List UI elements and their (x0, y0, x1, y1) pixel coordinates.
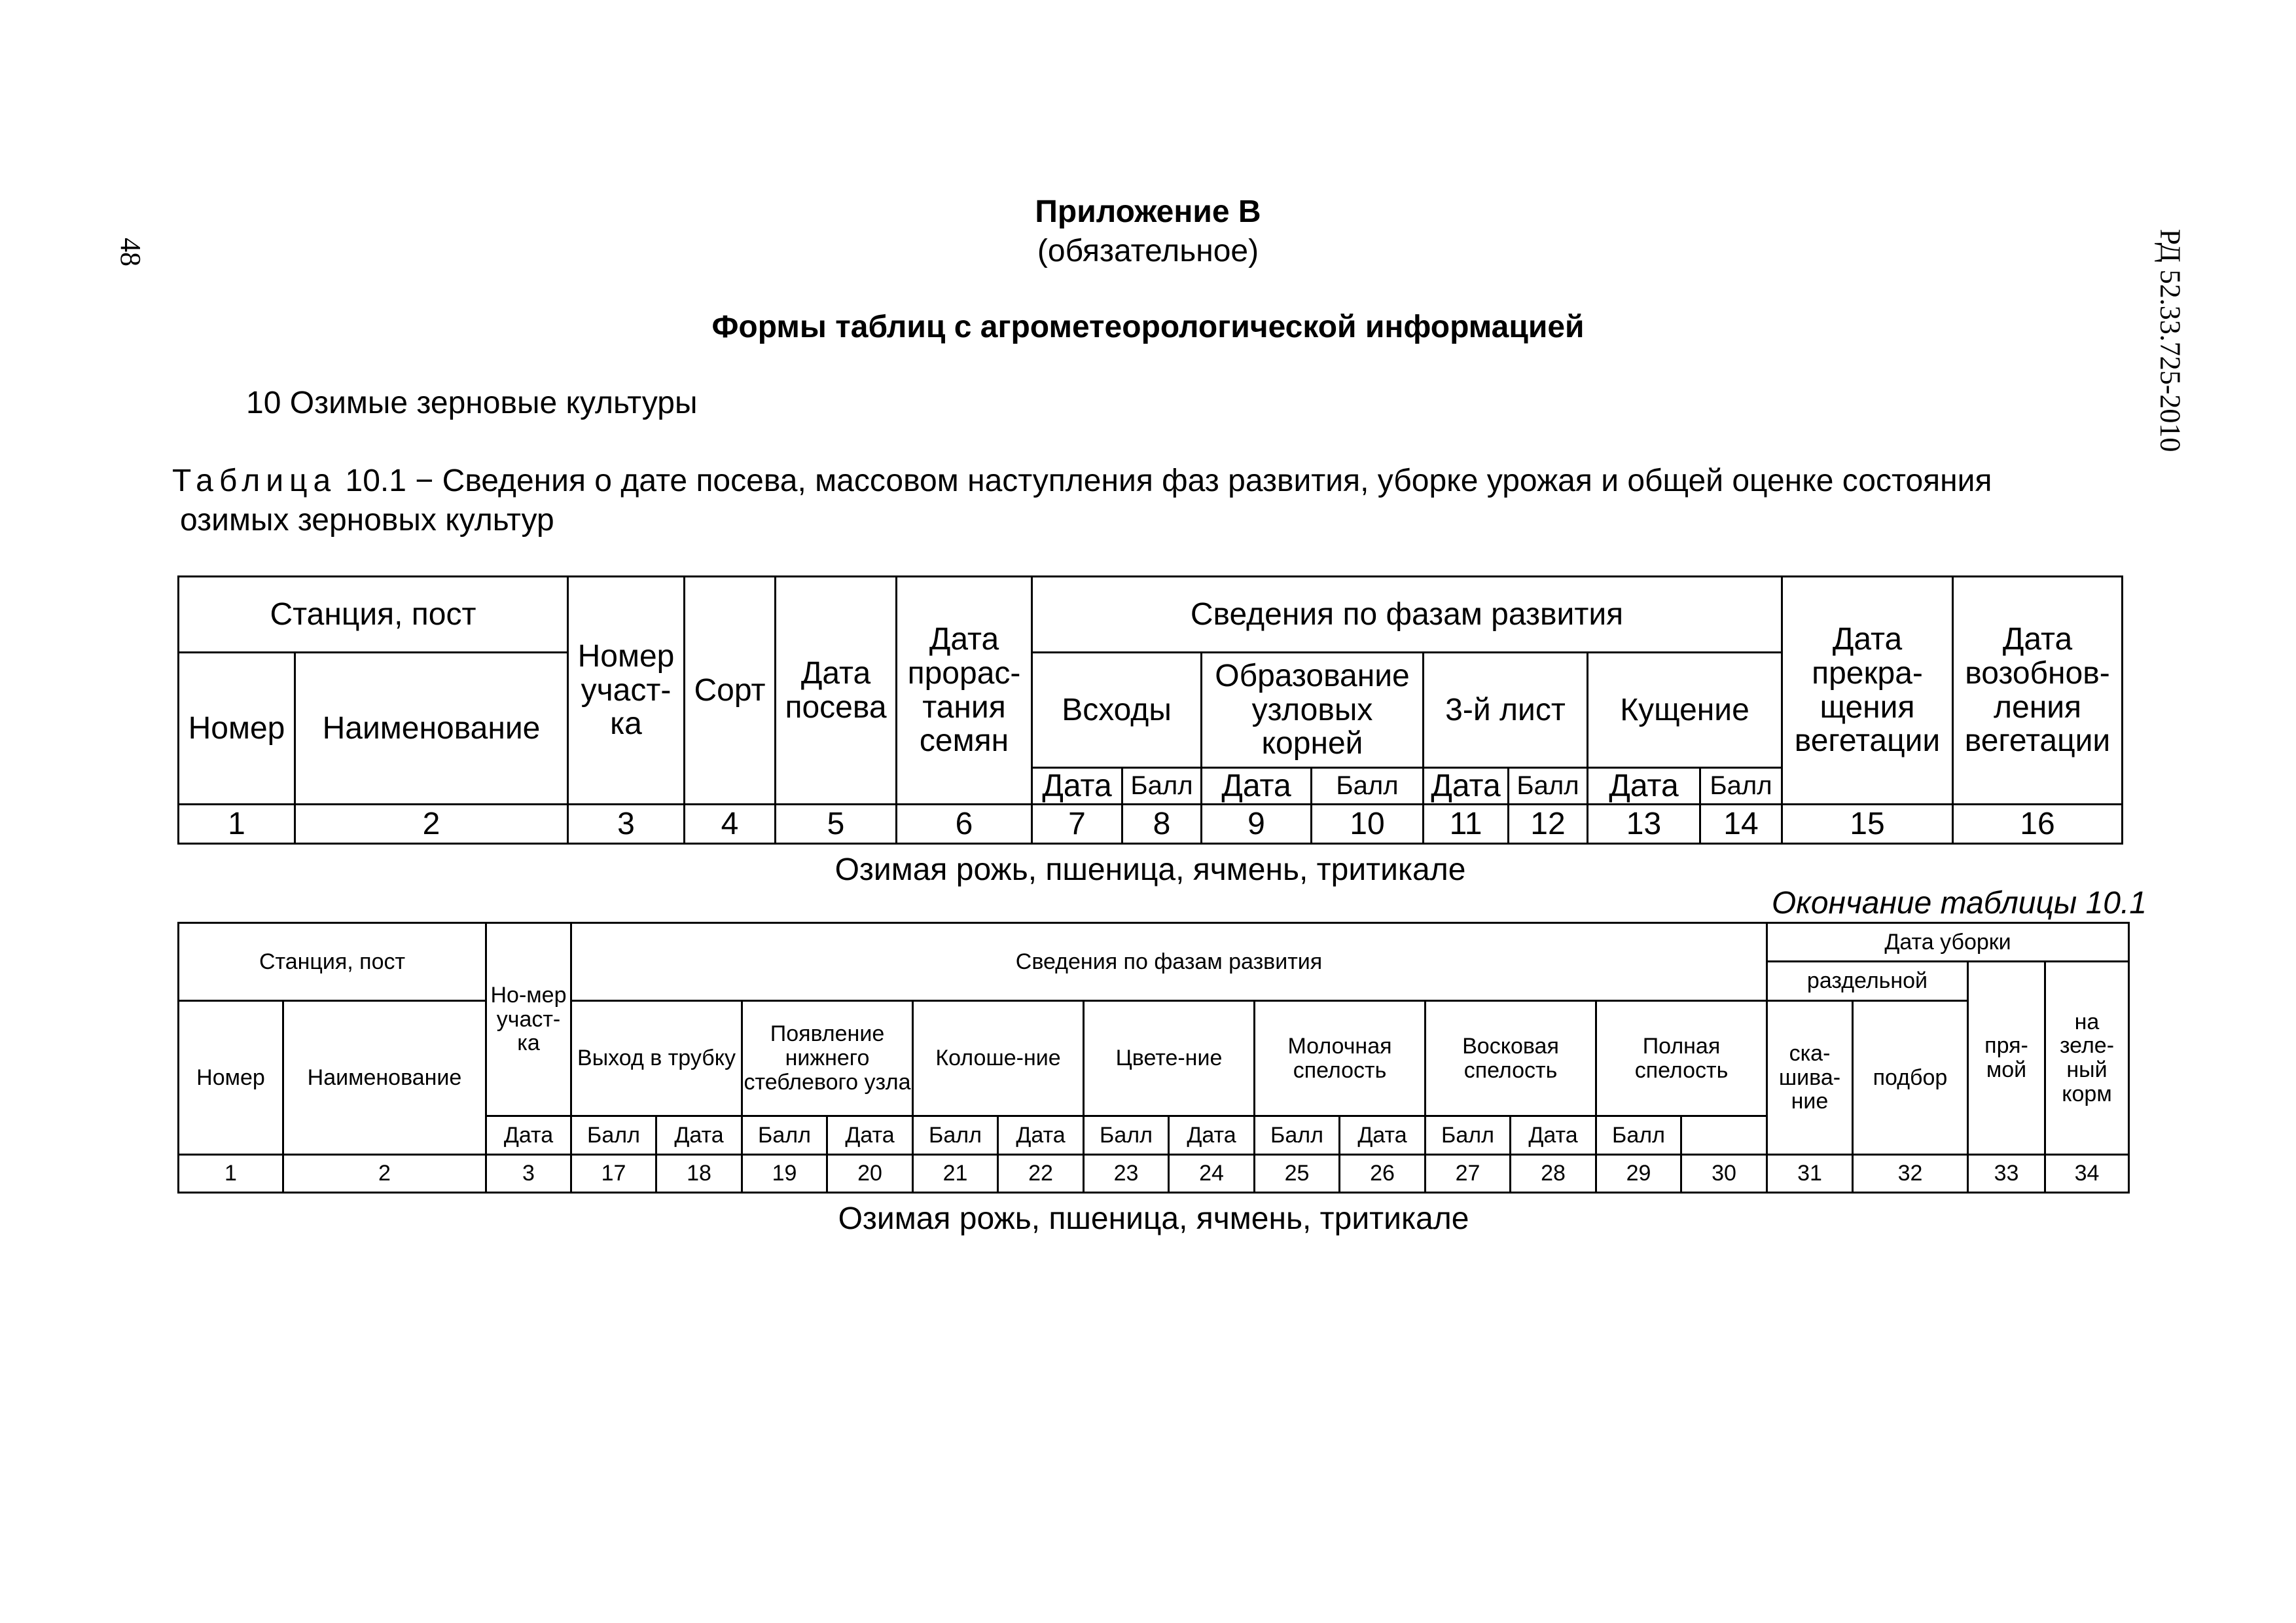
caption-line2: озимых зерновых культур (180, 503, 554, 538)
column-number: 20 (827, 1155, 913, 1193)
header-mowing: ска-шива-ние (1767, 1001, 1853, 1155)
header-wax-ripeness: Восковая спелость (1426, 1001, 1596, 1116)
column-number: 7 (1032, 805, 1122, 844)
caption-label: Таблица (172, 464, 337, 498)
column-number: 21 (913, 1155, 998, 1193)
header-node-roots: Образование узловых корней (1202, 653, 1424, 768)
header-stem-extension: Выход в трубку (571, 1001, 742, 1116)
header-name: Наименование (295, 653, 568, 805)
page-number: 48 (115, 238, 147, 266)
column-number: 12 (1509, 805, 1588, 844)
column-number: 13 (1588, 805, 1700, 844)
column-number: 34 (2045, 1155, 2129, 1193)
header-shoots: Всходы (1032, 653, 1202, 768)
subheader-date: Дата (486, 1116, 571, 1155)
subheader-score: Балл (1426, 1116, 1511, 1155)
subheader-date: Дата (1202, 768, 1312, 805)
column-number: 1 (179, 1155, 283, 1193)
header-plot-number: Номер участ-ка (568, 577, 685, 805)
column-number: 2 (295, 805, 568, 844)
column-number: 23 (1084, 1155, 1169, 1193)
column-numbers-row (179, 805, 2123, 844)
column-number: 29 (1596, 1155, 1681, 1193)
column-number: 2 (283, 1155, 486, 1193)
subheader-score: Балл (1255, 1116, 1340, 1155)
column-number: 10 (1312, 805, 1424, 844)
header-name: Наименование (283, 1001, 486, 1155)
table-10-1 (177, 575, 2123, 887)
column-number: 33 (1968, 1155, 2045, 1193)
subheader-score: Балл (1596, 1116, 1681, 1155)
subheader-score: Балл (1509, 768, 1588, 805)
subheader-score: Балл (571, 1116, 656, 1155)
header-germination-date: Дата прорас-тания семян (897, 577, 1032, 805)
header-station: Станция, пост (179, 577, 568, 653)
header-station: Станция, пост (179, 923, 486, 1001)
header-vegetation-end: Дата прекра-щения вегетации (1782, 577, 1953, 805)
column-number: 14 (1700, 805, 1782, 844)
header-separate: раздельной (1767, 962, 1968, 1001)
column-number: 25 (1255, 1155, 1340, 1193)
subsection-title: 10 Озимые зерновые культуры (246, 386, 698, 420)
header-lower-node: Появление нижнего стеблевого узла (742, 1001, 913, 1116)
subheader-date: Дата (1032, 768, 1122, 805)
table-continuation: Окончание таблицы 10.1 (1771, 886, 2147, 921)
header-plot-number: Но-мер участ-ка (486, 923, 571, 1116)
subheader-score: Балл (1122, 768, 1202, 805)
column-number: 11 (1424, 805, 1509, 844)
subheader-date: Дата (827, 1116, 913, 1155)
appendix-title: Приложение В (1035, 194, 1261, 229)
subheader-date: Дата (1588, 768, 1700, 805)
subheader-score: Балл (742, 1116, 827, 1155)
header-heading: Колоше-ние (913, 1001, 1084, 1116)
column-number: 6 (897, 805, 1032, 844)
header-full-ripeness: Полная спелость (1596, 1001, 1767, 1116)
appendix-note: (обязательное) (1037, 234, 1259, 268)
crop-row-label: Озимая рожь, пшеница, ячмень, тритикале (834, 852, 1466, 887)
subheader-score: Балл (1312, 768, 1424, 805)
subheader-score: Балл (1700, 768, 1782, 805)
crop-row-label: Озимая рожь, пшеница, ячмень, тритикале (838, 1201, 1469, 1236)
column-numbers-row (179, 1155, 2129, 1193)
column-number: 3 (568, 805, 685, 844)
column-number: 32 (1853, 1155, 1968, 1193)
column-number: 16 (1953, 805, 2123, 844)
header-third-leaf: 3-й лист (1424, 653, 1588, 768)
column-number: 28 (1511, 1155, 1596, 1193)
header-harvest-date: Дата уборки (1767, 923, 2129, 962)
column-number: 5 (776, 805, 897, 844)
column-number: 1 (179, 805, 295, 844)
table-10-1-continuation (177, 922, 2130, 1236)
header-sowing-date: Дата посева (776, 577, 897, 805)
header-phases: Сведения по фазам развития (571, 923, 1767, 1001)
column-number: 8 (1122, 805, 1202, 844)
column-number: 9 (1202, 805, 1312, 844)
column-number: 24 (1169, 1155, 1255, 1193)
table-caption (172, 462, 2175, 540)
header-flowering: Цвете-ние (1084, 1001, 1255, 1116)
subheader-date: Дата (1340, 1116, 1426, 1155)
column-number: 30 (1681, 1155, 1767, 1193)
header-phases: Сведения по фазам развития (1032, 577, 1782, 653)
section-heading: Формы таблиц с агрометеорологической информацией (711, 310, 1585, 344)
subheader-date: Дата (998, 1116, 1084, 1155)
column-number: 31 (1767, 1155, 1853, 1193)
header-milk-ripeness: Молочная спелость (1255, 1001, 1426, 1116)
subheader-date: Дата (1169, 1116, 1255, 1155)
column-number: 19 (742, 1155, 827, 1193)
subheader-date: Дата (1511, 1116, 1596, 1155)
column-number: 17 (571, 1155, 656, 1193)
header-pickup: подбор (1853, 1001, 1968, 1155)
subheader-date: Дата (656, 1116, 742, 1155)
header-vegetation-resume: Дата возобнов-ления вегетации (1953, 577, 2123, 805)
subheader-date: Дата (1424, 768, 1509, 805)
column-number: 15 (1782, 805, 1953, 844)
column-number: 4 (685, 805, 776, 844)
header-direct: пря-мой (1968, 962, 2045, 1155)
column-number: 3 (486, 1155, 571, 1193)
header-tillering: Кущение (1588, 653, 1782, 768)
caption-text: 10.1 − Сведения о дате посева, массовом наступления фаз развития, уборке урожая и общей оценке состояния (336, 464, 1992, 498)
header-variety: Сорт (685, 577, 776, 805)
column-number: 22 (998, 1155, 1084, 1193)
column-number: 27 (1426, 1155, 1511, 1193)
column-number: 26 (1340, 1155, 1426, 1193)
column-number: 18 (656, 1155, 742, 1193)
header-number: Номер (179, 653, 295, 805)
header-number: Номер (179, 1001, 283, 1155)
subheader-score: Балл (913, 1116, 998, 1155)
subheader-score: Балл (1084, 1116, 1169, 1155)
header-green-fodder: на зеле-ный корм (2045, 962, 2129, 1155)
